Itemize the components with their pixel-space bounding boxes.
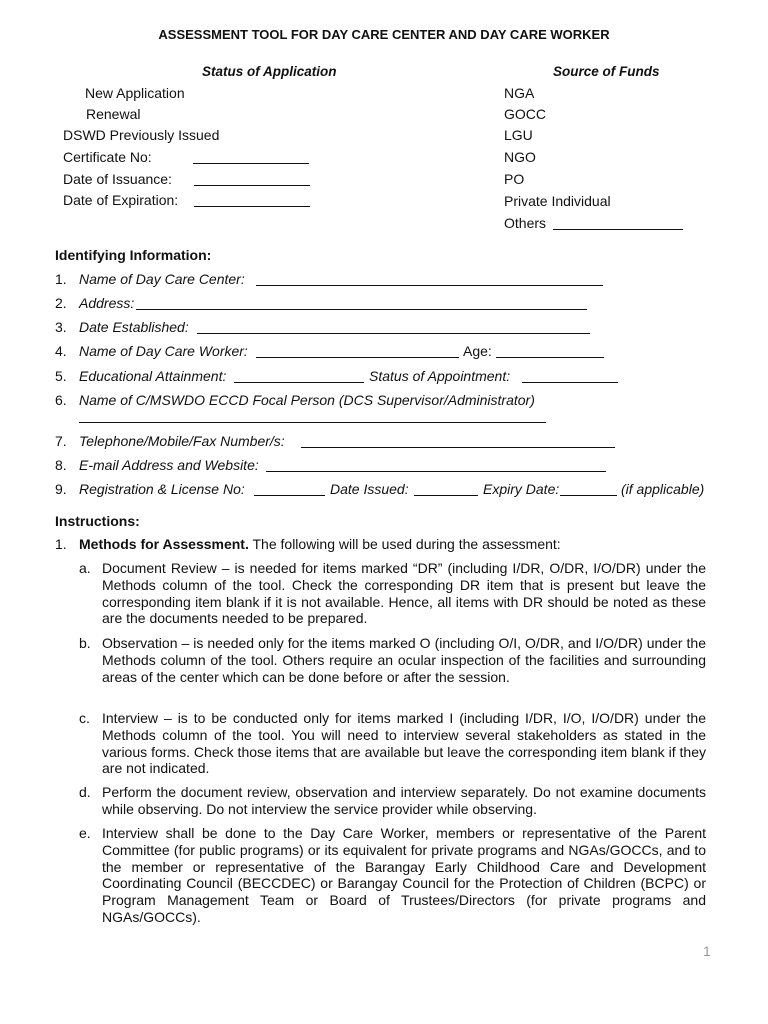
observation-paragraph: Observation – is needed only for the items marked O (including O/I, O/DR, and I/O/DR) under the Methods column of the tool. Others require an ocular inspection of the facilities and surrounding areas of the center which can be done before or after the session. [102, 635, 706, 685]
if-applicable-note: (if applicable) [621, 481, 705, 497]
instructions-header: Instructions: [55, 513, 140, 529]
dswd-previously-issued-label: DSWD Previously Issued [63, 127, 220, 143]
date-established-label: Date Established: [79, 319, 189, 335]
item-letter: a. [79, 560, 91, 576]
item-number: 2. [55, 295, 67, 311]
name-of-center-blank[interactable] [256, 273, 603, 286]
fund-others: Others [504, 215, 547, 231]
fund-private-individual: Private Individual [504, 193, 611, 209]
status-appointment-label: Status of Appointment: [369, 368, 511, 384]
item-letter: b. [79, 635, 91, 651]
fund-others-blank[interactable] [553, 217, 683, 230]
date-issued-blank[interactable] [414, 483, 478, 496]
email-label: E-mail Address and Website: [79, 457, 259, 473]
methods-line [79, 536, 561, 553]
focal-person-blank[interactable] [79, 410, 546, 423]
item-number: 4. [55, 343, 67, 359]
email-blank[interactable] [266, 459, 606, 472]
page-number: 1 [703, 943, 711, 959]
methods-text: The following will be used during the assessment: [252, 536, 561, 552]
new-application-label: New Application [85, 85, 185, 101]
status-appointment-blank[interactable] [522, 370, 618, 383]
educational-attainment-label: Educational Attainment: [79, 368, 227, 384]
registration-blank[interactable] [254, 483, 325, 496]
status-header: Status of Application [202, 64, 337, 79]
address-label: Address: [79, 295, 135, 311]
fund-nga: NGA [504, 85, 535, 101]
item-number: 7. [55, 433, 67, 449]
certificate-no-blank[interactable] [193, 151, 309, 164]
date-of-expiration-label: Date of Expiration: [63, 192, 179, 208]
interview-participants-paragraph: Interview shall be done to the Day Care Worker, members or representative of the Parent Committee (for public programs) or its equivalent for private programs and NGAs/GOCCs, and to the member or representative of the Barangay Early Childhood Care and Development Coordinating Council (BECCDEC) or Barangay Council for the Protection of Children (BCPC) or Program Management Team or Board of Trustees/Directors (for private programs and NGAs/GOCCs). [102, 825, 706, 925]
item-number: 6. [55, 392, 67, 408]
expiry-date-label: Expiry Date: [483, 481, 560, 497]
date-of-expiration-blank[interactable] [194, 194, 310, 207]
date-issued-label: Date Issued: [330, 481, 409, 497]
expiry-date-blank[interactable] [560, 483, 617, 496]
address-blank[interactable] [136, 297, 587, 310]
item-number: 9. [55, 481, 67, 497]
educational-attainment-blank[interactable] [234, 370, 364, 383]
renewal-label: Renewal [86, 106, 141, 122]
instruction-number: 1. [55, 536, 67, 552]
age-blank[interactable] [496, 345, 604, 358]
methods-title: Methods for Assessment. [79, 536, 249, 552]
item-number: 1. [55, 271, 67, 287]
telephone-blank[interactable] [301, 435, 615, 448]
fund-po: PO [504, 171, 525, 187]
item-number: 3. [55, 319, 67, 335]
registration-label: Registration & License No: [79, 481, 245, 497]
certificate-no-label: Certificate No: [63, 149, 152, 165]
document-title: ASSESSMENT TOOL FOR DAY CARE CENTER AND DAY CARE WORKER [158, 27, 610, 42]
focal-person-label: Name of C/MSWDO ECCD Focal Person (DCS Supervisor/Administrator) [79, 392, 535, 408]
name-of-center-label: Name of Day Care Center: [79, 271, 245, 287]
fund-lgu: LGU [504, 127, 533, 143]
date-of-issuance-blank[interactable] [194, 173, 310, 186]
fund-ngo: NGO [504, 149, 536, 165]
item-number: 8. [55, 457, 67, 473]
interview-paragraph: Interview – is to be conducted only for items marked I (including I/DR, I/O, I/O/DR) under the Methods column of the tool. You will need to interview several stakeholders as stated in the various forms. Check those items that are available but leave the corresponding item blank if they are not indicated. [102, 710, 706, 777]
name-of-worker-blank[interactable] [256, 345, 459, 358]
item-letter: d. [79, 784, 91, 800]
funds-header: Source of Funds [553, 64, 660, 79]
item-letter: e. [79, 825, 91, 841]
date-established-blank[interactable] [197, 321, 590, 334]
name-of-worker-label: Name of Day Care Worker: [79, 343, 248, 359]
date-of-issuance-label: Date of Issuance: [63, 171, 172, 187]
item-number: 5. [55, 368, 67, 384]
age-label: Age: [463, 343, 492, 359]
document-review-paragraph: Document Review – is needed for items marked “DR” (including I/DR, O/DR, I/O/DR) under the Methods column of the tool. Check the corresponding DR item that is present but leave the corresponding item blank if it is not available. Hence, all items with DR should be noted as these are the documents needed to be prepared. [102, 560, 706, 627]
identifying-header: Identifying Information: [55, 247, 212, 263]
telephone-label: Telephone/Mobile/Fax Number/s: [79, 433, 285, 449]
separate-review-paragraph: Perform the document review, observation and interview separately. Do not examine documents while observing. Do not interview the service provider while observing. [102, 784, 706, 817]
fund-gocc: GOCC [504, 106, 546, 122]
item-letter: c. [79, 710, 90, 726]
